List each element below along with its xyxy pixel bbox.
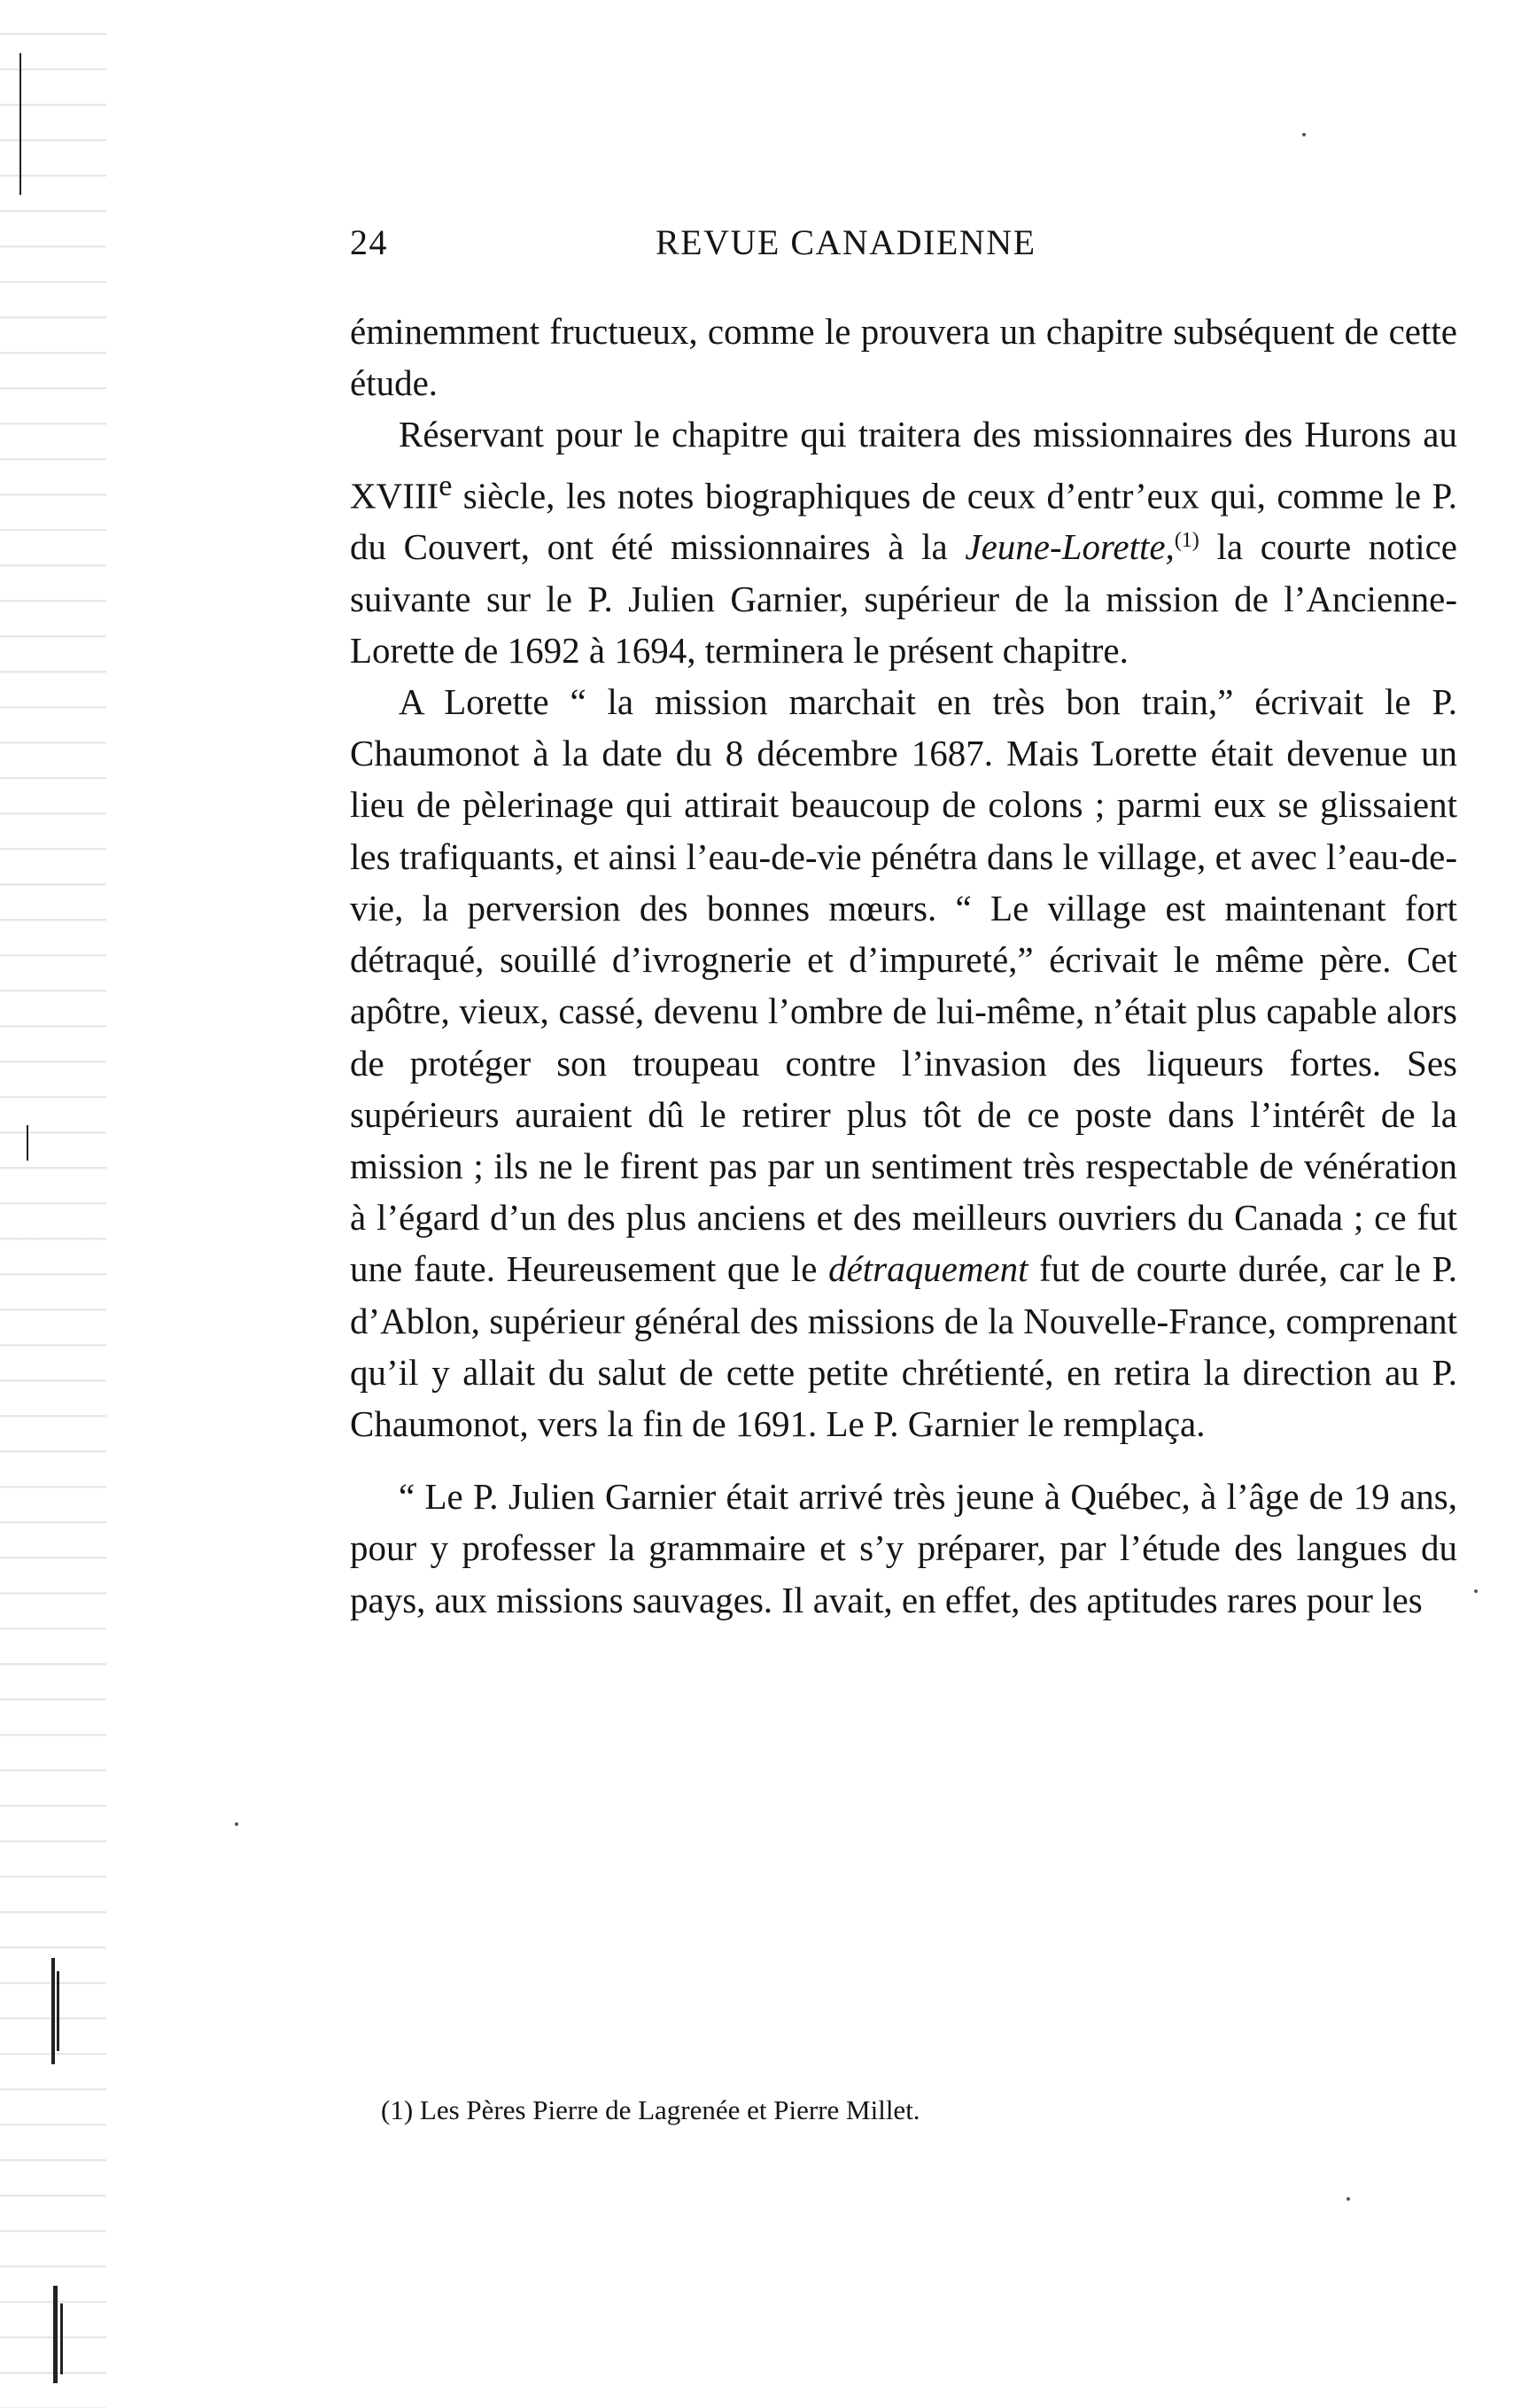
footnote-marker: (1) xyxy=(381,2094,414,2125)
binding-mark xyxy=(51,1958,55,2064)
running-head xyxy=(350,221,1147,275)
italic-place-name: Jeune-Lorette, xyxy=(965,526,1175,568)
scan-speck xyxy=(1347,2197,1350,2201)
binding-mark xyxy=(53,2286,58,2383)
paragraph xyxy=(350,676,1457,1449)
body-text xyxy=(350,306,1457,1626)
text-run: siècle, les notes biographiques de ceux d’entr’eux qui, comme le P. du Couvert, ont été missionnaires à la xyxy=(350,475,1457,568)
footnote-text: Les Pères Pierre de Lagrenée et Pierre Millet. xyxy=(419,2094,920,2125)
scan-speck xyxy=(235,1822,238,1826)
binding-mark xyxy=(57,1971,59,2051)
paragraph-continuation: éminemment fructueux, comme le prouvera un chapitre subséquent de cette étude. xyxy=(350,311,1457,404)
text-run: la courte notice suivante sur le P. Julien Garnier, supérieur de la mission de l’Ancienne-Lorette de 1692 à 1694, terminera le présent chapitre. xyxy=(350,526,1457,671)
binding-mark xyxy=(19,53,21,195)
footnote xyxy=(381,2093,1400,2128)
italic-term: détraquement xyxy=(828,1248,1028,1290)
page-number: 24 xyxy=(350,222,388,262)
paragraph xyxy=(350,408,1457,676)
binding-mark xyxy=(60,2303,63,2374)
footnote-reference: (1) xyxy=(1174,529,1199,553)
binding-mark xyxy=(27,1125,28,1161)
scan-speck xyxy=(1474,1589,1478,1593)
paragraph: “ Le P. Julien Garnier était arrivé très jeune à Québec, à l’âge de 19 ans, pour y professer la grammaire et s’y préparer, par l’étude des langues du pays, aux missions sauvages. Il avait, en effet, des aptitudes rares pour les xyxy=(350,1476,1457,1620)
scan-speck xyxy=(1302,133,1306,136)
text-run: A Lorette “ la mission marchait en très bon train,” écrivait le P. Chaumonot à la date du 8 décembre 1687. Mais Lorette était devenue un lieu de pèlerinage qui attirait beaucoup de colons ; parmi eux se glissaient les trafiquants, et ainsi l’eau-de-vie pénétra dans le village, et avec l’eau-de-vie, la perversion des bonnes mœurs. “ Le village est maintenant fort détraqué, souillé d’ivrognerie et d’impureté,” écrivait le même père. Cet apôtre, vieux, cassé, devenu l’ombre de lui-même, n’était plus capable alors de protéger son troupeau contre l’invasion des liqueurs fortes. Ses supérieurs auraient dû le retirer plus tôt de ce poste dans l’intérêt de la mission ; ils ne le firent pas par un sentiment très respectable de vénération à l’égard d’un des plus anciens et des meilleurs ouvriers du Canada ; ce fut une faute. Heureusement que le xyxy=(350,681,1457,1290)
text-run: fut de courte durée, car le P. d’Ablon, supérieur général des missions de la Nouvelle-France, comprenant qu’il y allait du salut de cette petite chrétienté, en retira la direction au P. Chaumonot, vers la fin de 1691. Le P. Garnier le remplaça. xyxy=(350,1248,1457,1444)
text-run: Réservant pour le chapitre qui traitera des missionnaires des Hurons au XVIII xyxy=(350,414,1457,517)
superscript: e xyxy=(439,469,453,502)
journal-title: REVUE CANADIENNE xyxy=(656,222,1036,262)
